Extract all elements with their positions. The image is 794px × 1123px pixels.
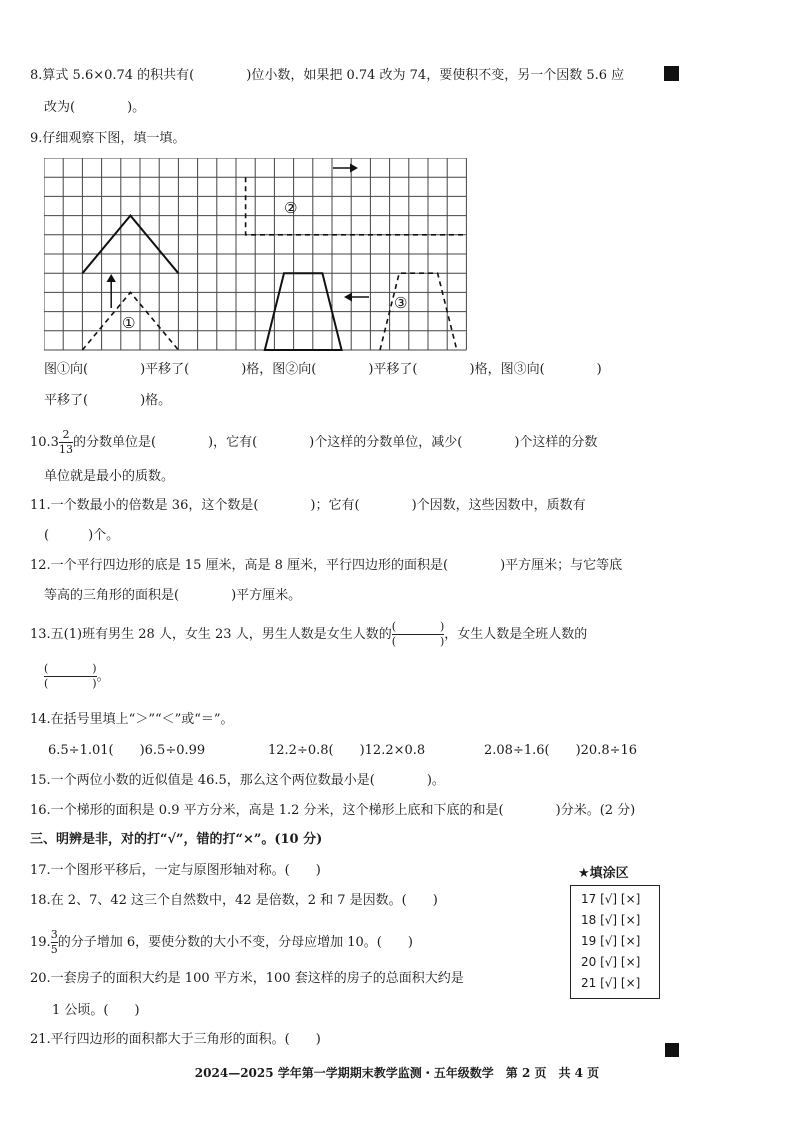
- section3-title: 三、明辨是非，对的打“√”，错的打“×”。(10 分): [30, 832, 323, 847]
- fill-row-17[interactable]: 17 [√] [×]: [581, 892, 641, 906]
- q13-blank-fraction-2: [44, 662, 97, 691]
- triangle-shape: [82, 216, 178, 274]
- figure-3-label: ③: [394, 294, 408, 312]
- figure-2-label: ②: [284, 199, 298, 217]
- q9-line2: 平移了( )格。: [44, 393, 172, 408]
- q13-line2: [44, 662, 110, 691]
- figure-1-label: ①: [122, 314, 136, 332]
- fill-row-21[interactable]: 21 [√] [×]: [581, 976, 641, 990]
- q13-end: 。: [96, 669, 110, 684]
- q11-line1: 11.一个数最小的倍数是 36，这个数是( )；它有( )个因数，这些因数中，质数有: [30, 498, 586, 513]
- arrow-right-icon: [350, 164, 358, 173]
- q9-title: 9.仔细观察下图，填一填。: [30, 131, 186, 146]
- q13-blank-den: ( ): [391, 635, 445, 648]
- q14-item-2: 12.2÷0.8( )12.2×0.8: [268, 743, 426, 758]
- q10-line2: 单位就是最小的质数。: [44, 469, 175, 484]
- fill-area-title: ★填涂区: [578, 866, 629, 881]
- q19-prefix: 19.: [30, 935, 51, 950]
- q9-line1: 图①向( )平移了( )格，图②向( )平移了( )格，图③向( ): [44, 362, 602, 377]
- q16-line: 16.一个梯形的面积是 0.9 平方分米，高是 1.2 分米，这个梯形上底和下底的和是( )分米。(2 分): [30, 803, 636, 818]
- fill-row-19[interactable]: 19 [√] [×]: [581, 934, 641, 948]
- q20-line2: 1 公顷。( ): [52, 1003, 140, 1018]
- q10-text: 的分数单位是( )，它有( )个这样的分数单位，减少( )个这样的分数: [72, 435, 598, 450]
- q8-line2: 改为( )。: [44, 100, 146, 115]
- q8-line1: 8.算式 5.6×0.74 的积共有( )位小数，如果把 0.74 改为 74，要使积不变，另一个因数 5.6 应: [30, 68, 625, 83]
- fill-row-18[interactable]: 18 [√] [×]: [581, 913, 641, 927]
- q13-text-a: 13.五(1)班有男生 28 人，女生 23 人，男生人数是女生人数的: [30, 627, 392, 642]
- q13-blank-fraction-1: [392, 620, 445, 649]
- q14-item-1: 6.5÷1.01( )6.5÷0.99: [48, 743, 206, 758]
- q15-line: 15.一个两位小数的近似值是 46.5，那么这个两位数最小是( )。: [30, 773, 445, 788]
- q13-line1: [30, 620, 587, 649]
- q20-line1: 20.一套房子的面积大约是 100 平方米，100 套这样的房子的总面积大约是: [30, 971, 464, 986]
- q10-line1: [30, 428, 597, 457]
- arrow-up-icon: [107, 274, 116, 282]
- arrow-left-icon: [344, 293, 352, 302]
- fill-row-20[interactable]: 20 [√] [×]: [581, 955, 641, 969]
- q19-frac-den: 5: [50, 943, 58, 956]
- q18-line: 18.在 2、7、42 这三个自然数中，42 是倍数，2 和 7 是因数。( ): [30, 893, 438, 908]
- q13-blank-num: ( ): [391, 620, 445, 633]
- figure-2-dashed: [246, 177, 466, 235]
- q14-item-3: 2.08÷1.6( )20.8÷16: [484, 743, 638, 758]
- q10-fraction: [59, 428, 73, 457]
- q21-line: 21.平行四边形的面积都大于三角形的面积。( ): [30, 1032, 321, 1047]
- q10-frac-den: 13: [58, 443, 73, 456]
- q19-line: [30, 928, 413, 957]
- q13-blank-num-2: ( ): [44, 662, 97, 675]
- registration-mark-top: [664, 66, 679, 81]
- q19-frac-num: 3: [50, 928, 58, 941]
- registration-mark-bottom: [665, 1043, 679, 1057]
- q10-prefix: 10.3: [30, 435, 59, 450]
- q10-frac-num: 2: [62, 428, 70, 441]
- q14-title: 14.在括号里填上“＞”“＜”或“＝”。: [30, 712, 234, 727]
- q13-blank-den-2: ( ): [44, 677, 97, 690]
- q17-line: 17.一个图形平移后，一定与原图形轴对称。( ): [30, 863, 321, 878]
- q19-text: 的分子增加 6，要使分数的大小不变，分母应增加 10。( ): [57, 935, 413, 950]
- q19-fraction: [51, 928, 58, 957]
- q12-line2: 等高的三角形的面积是( )平方厘米。: [44, 588, 302, 603]
- q12-line1: 12.一个平行四边形的底是 15 厘米，高是 8 厘米，平行四边形的面积是( )平方厘米；与它等底: [30, 558, 623, 573]
- q11-line2: ( )个。: [44, 528, 120, 543]
- fill-area-box: [570, 885, 660, 999]
- translation-grid-figure: [44, 158, 468, 352]
- q13-text-b: ，女生人数是全班人数的: [444, 627, 588, 642]
- page-footer: 2024—2025 学年第一学期期末教学监测・五年级数学 第 2 页 共 4 页: [194, 1066, 600, 1080]
